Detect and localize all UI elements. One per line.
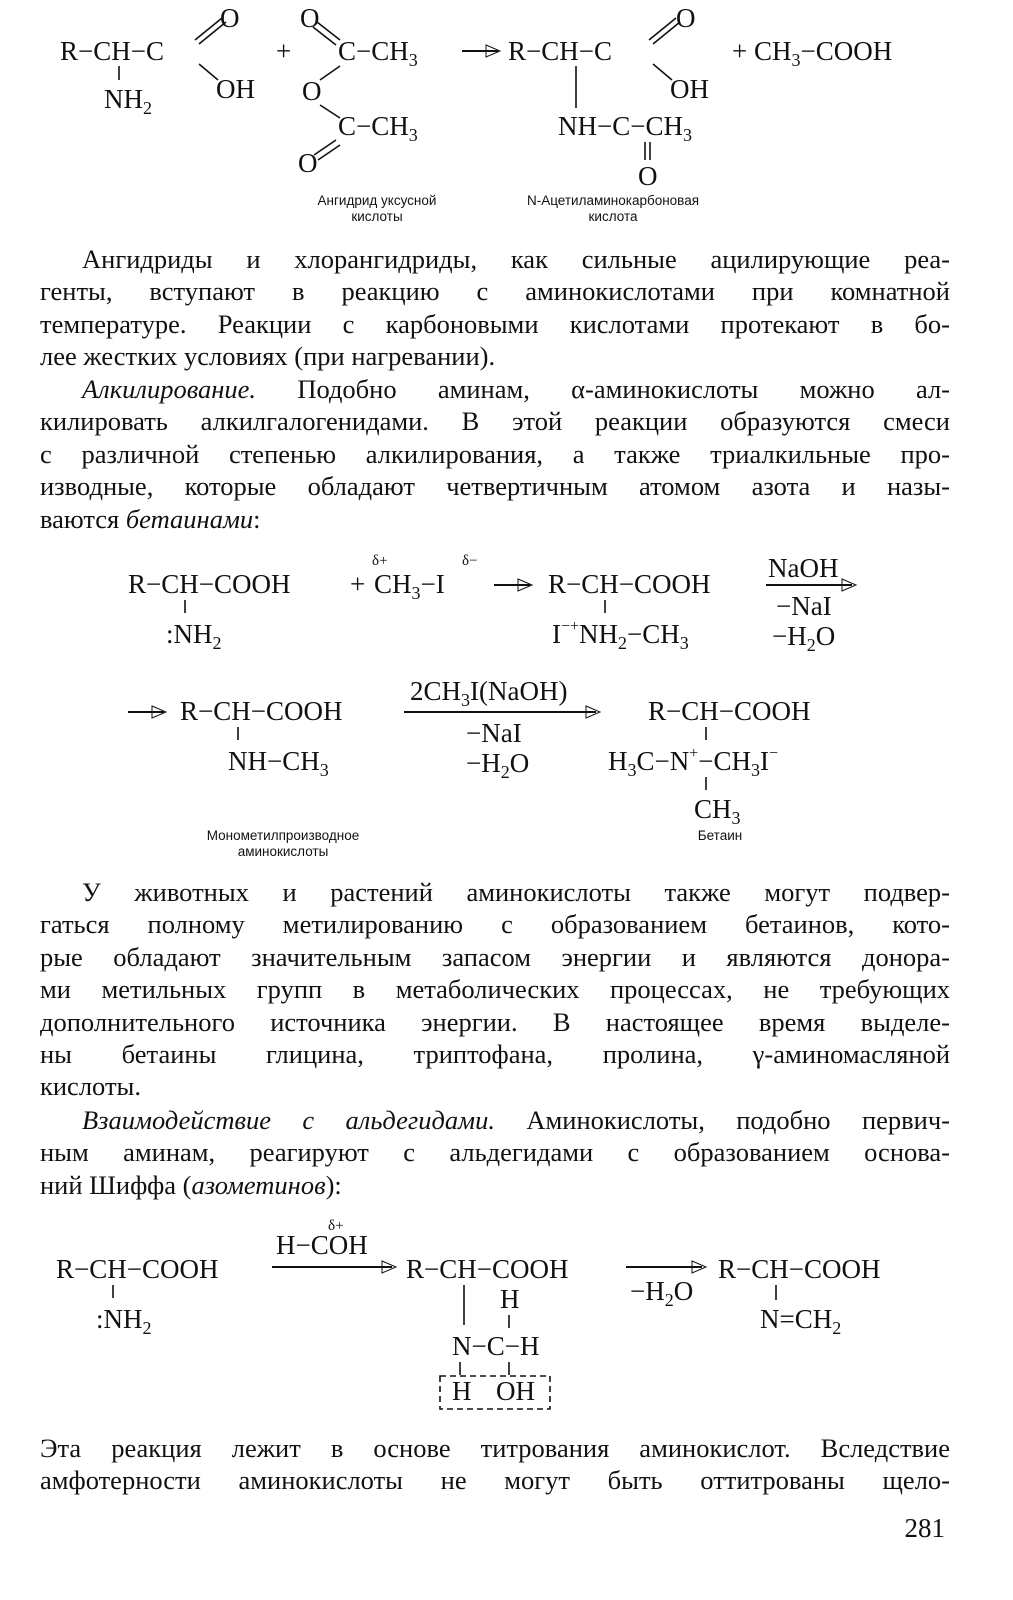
svg-text:R−CH−COOH: R−CH−COOH	[548, 569, 711, 599]
svg-text:−NaI: −NaI	[776, 591, 832, 621]
svg-text:C−CH3: $C-CH_3$	[338, 111, 418, 145]
svg-text:O: O	[220, 3, 240, 33]
svg-text:OH: OH	[670, 74, 709, 104]
svg-text:OH: OH	[216, 74, 255, 104]
svg-text:OH: OH	[496, 1376, 535, 1406]
svg-text:R−CH−COOH: R−CH−COOH	[406, 1254, 569, 1284]
svg-text:O: O	[298, 148, 318, 178]
caption-betaine: Бетаин	[697, 828, 743, 843]
svg-text:R−CH−COOH: R−CH−COOH	[128, 569, 291, 599]
svg-text:H−COH: H−COH	[276, 1230, 368, 1260]
svg-text:NH2: $NH_2$	[104, 84, 152, 118]
svg-text:+: +	[276, 36, 292, 66]
svg-text:NH−CH3: $NH-CH_3$	[228, 746, 329, 780]
scheme-schiff-base	[0, 1210, 1013, 1425]
svg-text:H3C−N+−CH3I−: $H_3C-N^+-CH_3I^-$	[608, 745, 779, 780]
svg-text:δ−: δ−	[462, 553, 478, 569]
paragraph-aldehydes: Взаимодействие с альдегидами. Аминокислоты, подобно первич- ным аминам, реагируют с альдегидами с образованием основа- ний Шиффа (азометинов):	[40, 1105, 950, 1200]
caption-acetylamino-acid: N-Ацетиламинокарбоновая кислота	[526, 193, 700, 224]
svg-text:R−CH−C: R−CH−C	[60, 36, 165, 66]
svg-text:−H2O: $-H_2O$	[630, 1276, 694, 1310]
svg-text:+: +	[350, 569, 366, 599]
svg-text:NH−C−CH3: $NH-C-CH_3$	[558, 111, 692, 145]
svg-text:O: O	[676, 3, 696, 33]
svg-text:CH3−I: $CH_3-I$	[374, 569, 445, 603]
caption-anhydride: Ангидрид уксусной кислоты	[317, 193, 437, 224]
paragraph-anhydrides: Ангидриды и хлорангидриды, как сильные ацилирующие реа- генты, вступают в реакцию с аминокислотами при комнатной температуре. Реакции с карбоновыми кислотами протекают в бо- лее жестких условиях (при нагревании).	[40, 244, 950, 372]
svg-text:H: H	[452, 1376, 472, 1406]
svg-text:δ+: δ+	[372, 553, 388, 569]
svg-text:2CH3I(NaOH): $2CH_3I(NaOH)$	[410, 676, 568, 710]
paragraph-titration: Эта реакция лежит в основе титрования аминокислот. Вследствие амфотерности аминокислоты не могут быть оттитрованы щело-	[40, 1433, 950, 1496]
svg-text:R−CH−COOH: R−CH−COOH	[56, 1254, 219, 1284]
caption-monomethyl: Монометилпроизводное аминокислоты	[206, 828, 360, 859]
svg-text:R−CH−COOH: R−CH−COOH	[718, 1254, 881, 1284]
svg-text:H: H	[500, 1284, 520, 1314]
page-number: 281	[904, 1513, 945, 1543]
heading-aldehydes: Взаимодействие с альдегидами.	[82, 1105, 495, 1135]
svg-text:O: O	[300, 3, 320, 33]
svg-text:N=CH2: $N=CH_2$	[760, 1304, 842, 1338]
svg-text:N−C−H: N−C−H	[452, 1331, 540, 1361]
scheme-alkylation-1	[0, 545, 1013, 665]
svg-text:R−CH−COOH: R−CH−COOH	[180, 696, 343, 726]
svg-text:−H2O: $-H_2O$	[466, 748, 530, 782]
svg-text:NaOH: NaOH	[768, 553, 839, 583]
svg-text::NH2: $:NH_2$	[96, 1304, 152, 1338]
svg-text:−NaI: −NaI	[466, 718, 522, 748]
svg-text:O: O	[302, 76, 322, 106]
paragraph-betaines: У животных и растений аминокислоты также могут подвер- гаться полному метилированию с образованием бетаинов, кото- рые обладают значительным запасом энергии и являются донора- ми метильных групп в метаболических процессах, не требующих дополнительного источника энергии. В настоящее время выделе- ны бетаины глицина, триптофана, пролина, γ-аминомасляной кислоты.	[40, 877, 950, 1102]
paragraph-alkylation: Алкилирование. Подобно аминам, α-аминокислоты можно ал- килировать алкилгалогенидами. В этой реакции образуются смеси с различной степенью алкилирования, а также триалкильные про- изводные, которые обладают четвертичным атомом азота и назы- ваются бетаинами:	[40, 374, 950, 534]
heading-alkylation: Алкилирование.	[82, 374, 257, 404]
svg-text::NH2: $:NH_2$	[166, 619, 222, 653]
svg-text:C−CH3: $C-CH_3$	[338, 36, 418, 70]
svg-text:−H2O: $-H_2O$	[772, 621, 836, 655]
svg-text:I−+NH2−CH3: $I^{-+}NH_2-CH_3$	[552, 618, 689, 653]
aa-r: R	[60, 36, 79, 66]
svg-text:+ CH3−COOH: + $CH_3-COOH$	[732, 36, 893, 70]
svg-text:δ+: δ+	[328, 1218, 344, 1234]
svg-text:R−CH−C: R−CH−C	[508, 36, 613, 66]
svg-text:R−CH−COOH: R−CH−COOH	[648, 696, 811, 726]
svg-text:CH3: $CH_3$	[694, 794, 741, 828]
svg-text:O: O	[638, 161, 658, 191]
scheme-alkylation-2	[0, 670, 1013, 830]
